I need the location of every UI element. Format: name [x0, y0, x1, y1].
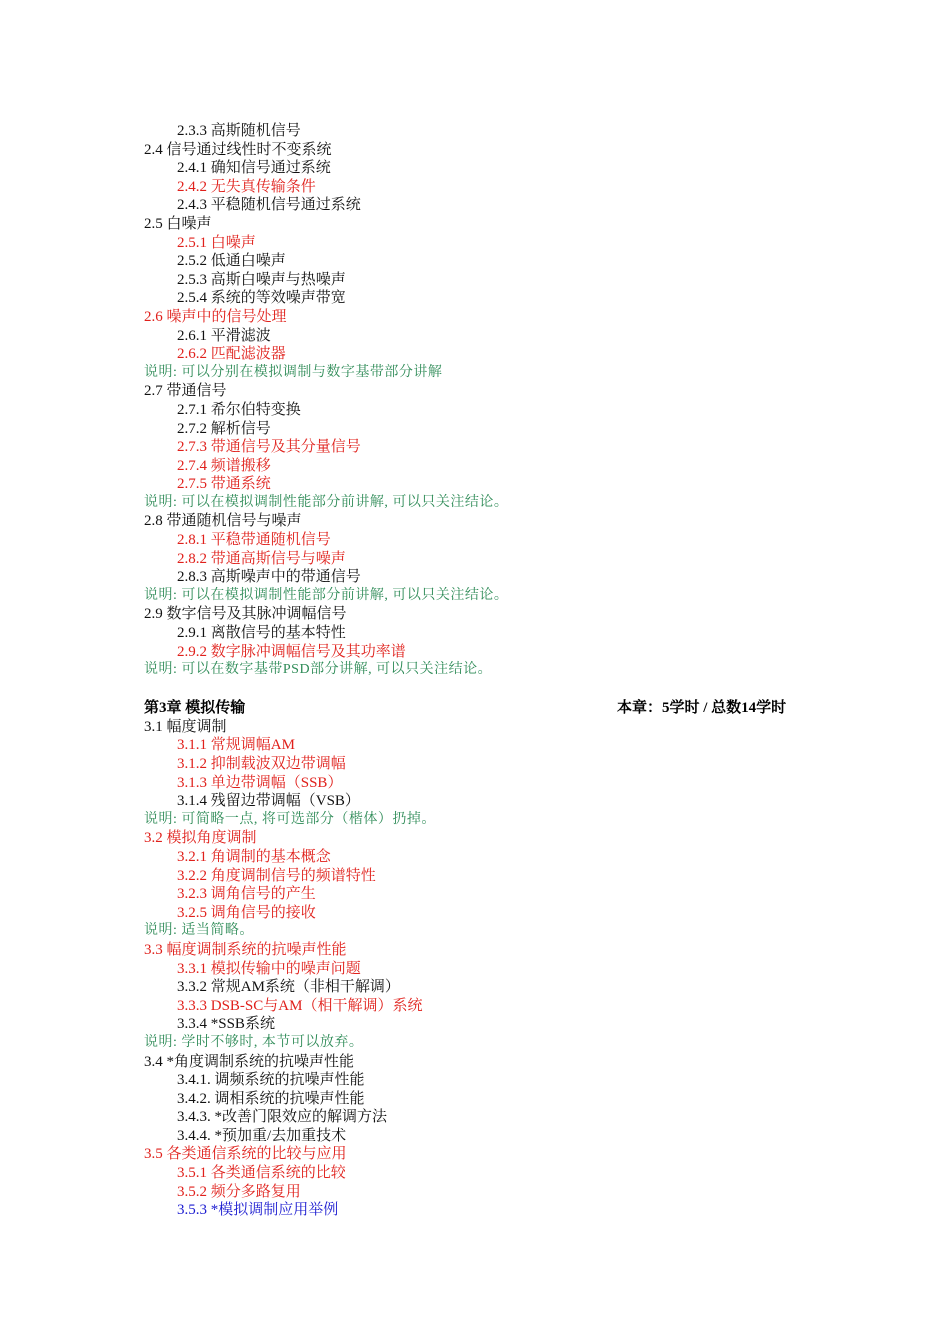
- section-heading: 2.8 带通随机信号与噪声: [144, 513, 302, 530]
- subsection-item: 3.3.2 常规AM系统（非相干解调）: [177, 979, 400, 996]
- subsection-item: 3.3.1 模拟传输中的噪声问题: [177, 960, 361, 977]
- section-heading: 2.5 白噪声: [144, 215, 212, 232]
- note-line: 说明: 适当简略。: [144, 923, 254, 939]
- subsection-item: 3.1.1 常规调幅AM: [177, 737, 295, 754]
- subsection-item: 3.4.3. *改善门限效应的解调方法: [177, 1109, 388, 1126]
- subsection-item: 2.6.2 匹配滤波器: [177, 346, 286, 363]
- section-heading: 3.1 幅度调制: [144, 718, 227, 735]
- subsection-item: 3.2.1 角调制的基本概念: [177, 848, 331, 865]
- chapter-hours: 本章：5学时 / 总数14学时: [617, 699, 787, 716]
- subsection-item: 2.5.4 系统的等效噪声带宽: [177, 290, 346, 307]
- note-line: 说明: 可以分别在模拟调制与数字基带部分讲解: [144, 364, 443, 380]
- chapter-title: 第3章 模拟传输: [144, 699, 246, 716]
- subsection-item: 2.8.2 带通高斯信号与噪声: [177, 550, 346, 567]
- subsection-item: 3.5.1 各类通信系统的比较: [177, 1165, 346, 1182]
- subsection-item: 3.5.3 *模拟调制应用举例: [177, 1202, 339, 1219]
- section-heading: 2.6 噪声中的信号处理: [144, 308, 287, 325]
- subsection-item: 2.6.1 平滑滤波: [177, 327, 271, 344]
- subsection-item: 3.1.3 单边带调幅（SSB）: [177, 774, 343, 791]
- subsection-item: 2.4.2 无失真传输条件: [177, 178, 316, 195]
- subsection-item: 3.4.1. 调频系统的抗噪声性能: [177, 1072, 365, 1089]
- subsection-item: 2.7.4 频谱搬移: [177, 457, 271, 474]
- subsection-item: 2.4.3 平稳随机信号通过系统: [177, 197, 361, 214]
- subsection-item: 3.2.5 调角信号的接收: [177, 904, 316, 921]
- subsection-item: 2.5.1 白噪声: [177, 234, 256, 251]
- section-heading: 3.4 *角度调制系统的抗噪声性能: [144, 1053, 355, 1070]
- note-line: 说明: 可简略一点, 将可选部分（楷体）扔掉。: [144, 811, 436, 827]
- subsection-item: 2.5.3 高斯白噪声与热噪声: [177, 271, 346, 288]
- subsection-item: 2.8.1 平稳带通随机信号: [177, 532, 331, 549]
- subsection-item: 2.7.2 解析信号: [177, 420, 271, 437]
- subsection-item: 2.5.2 低通白噪声: [177, 253, 286, 270]
- subsection-item: 3.5.2 频分多路复用: [177, 1183, 301, 1200]
- subsection-item: 2.7.5 带通系统: [177, 476, 271, 493]
- subsection-item: 2.9.1 离散信号的基本特性: [177, 625, 346, 642]
- section-gap: [0, 680, 950, 698]
- subsection-item: 3.3.4 *SSB系统: [177, 1016, 275, 1033]
- subsection-item: 2.7.3 带通信号及其分量信号: [177, 439, 361, 456]
- note-line: 说明: 可以在数字基带PSD部分讲解, 可以只关注结论。: [144, 662, 493, 678]
- section-2-outline: [0, 122, 950, 680]
- subsection-item: 3.3.3 DSB-SC与AM（相干解调）系统: [177, 997, 423, 1014]
- section-heading: 3.3 幅度调制系统的抗噪声性能: [144, 941, 347, 958]
- section-heading: 2.4 信号通过线性时不变系统: [144, 141, 332, 158]
- subsection-item: 3.4.2. 调相系统的抗噪声性能: [177, 1090, 365, 1107]
- subsection-item: 3.2.2 角度调制信号的频谱特性: [177, 867, 376, 884]
- section-heading: 2.7 带通信号: [144, 383, 227, 400]
- note-line: 说明: 可以在模拟调制性能部分前讲解, 可以只关注结论。: [144, 587, 509, 603]
- subsection-item: 2.3.3 高斯随机信号: [177, 123, 301, 139]
- note-line: 说明: 可以在模拟调制性能部分前讲解, 可以只关注结论。: [144, 494, 509, 510]
- subsection-item: 2.4.1 确知信号通过系统: [177, 160, 331, 177]
- subsection-item: 3.1.2 抑制载波双边带调幅: [177, 756, 346, 772]
- section-3-outline: [0, 718, 950, 1220]
- subsection-item: 3.2.3 调角信号的产生: [177, 886, 316, 903]
- subsection-item: 2.8.3 高斯噪声中的带通信号: [177, 569, 361, 586]
- subsection-item: 2.7.1 希尔伯特变换: [177, 401, 301, 418]
- subsection-item: 2.9.2 数字脉冲调幅信号及其功率谱: [177, 643, 406, 660]
- section-heading: 2.9 数字信号及其脉冲调幅信号: [144, 606, 347, 623]
- note-line: 说明: 学时不够时, 本节可以放弃。: [144, 1034, 364, 1050]
- subsection-item: 3.1.4 残留边带调幅（VSB）: [177, 793, 360, 810]
- document-page: [0, 122, 950, 1220]
- chapter-3-heading: [0, 698, 950, 718]
- section-heading: 3.2 模拟角度调制: [144, 830, 257, 847]
- section-heading: 3.5 各类通信系统的比较与应用: [144, 1146, 347, 1163]
- subsection-item: 3.4.4. *预加重/去加重技术: [177, 1127, 347, 1144]
